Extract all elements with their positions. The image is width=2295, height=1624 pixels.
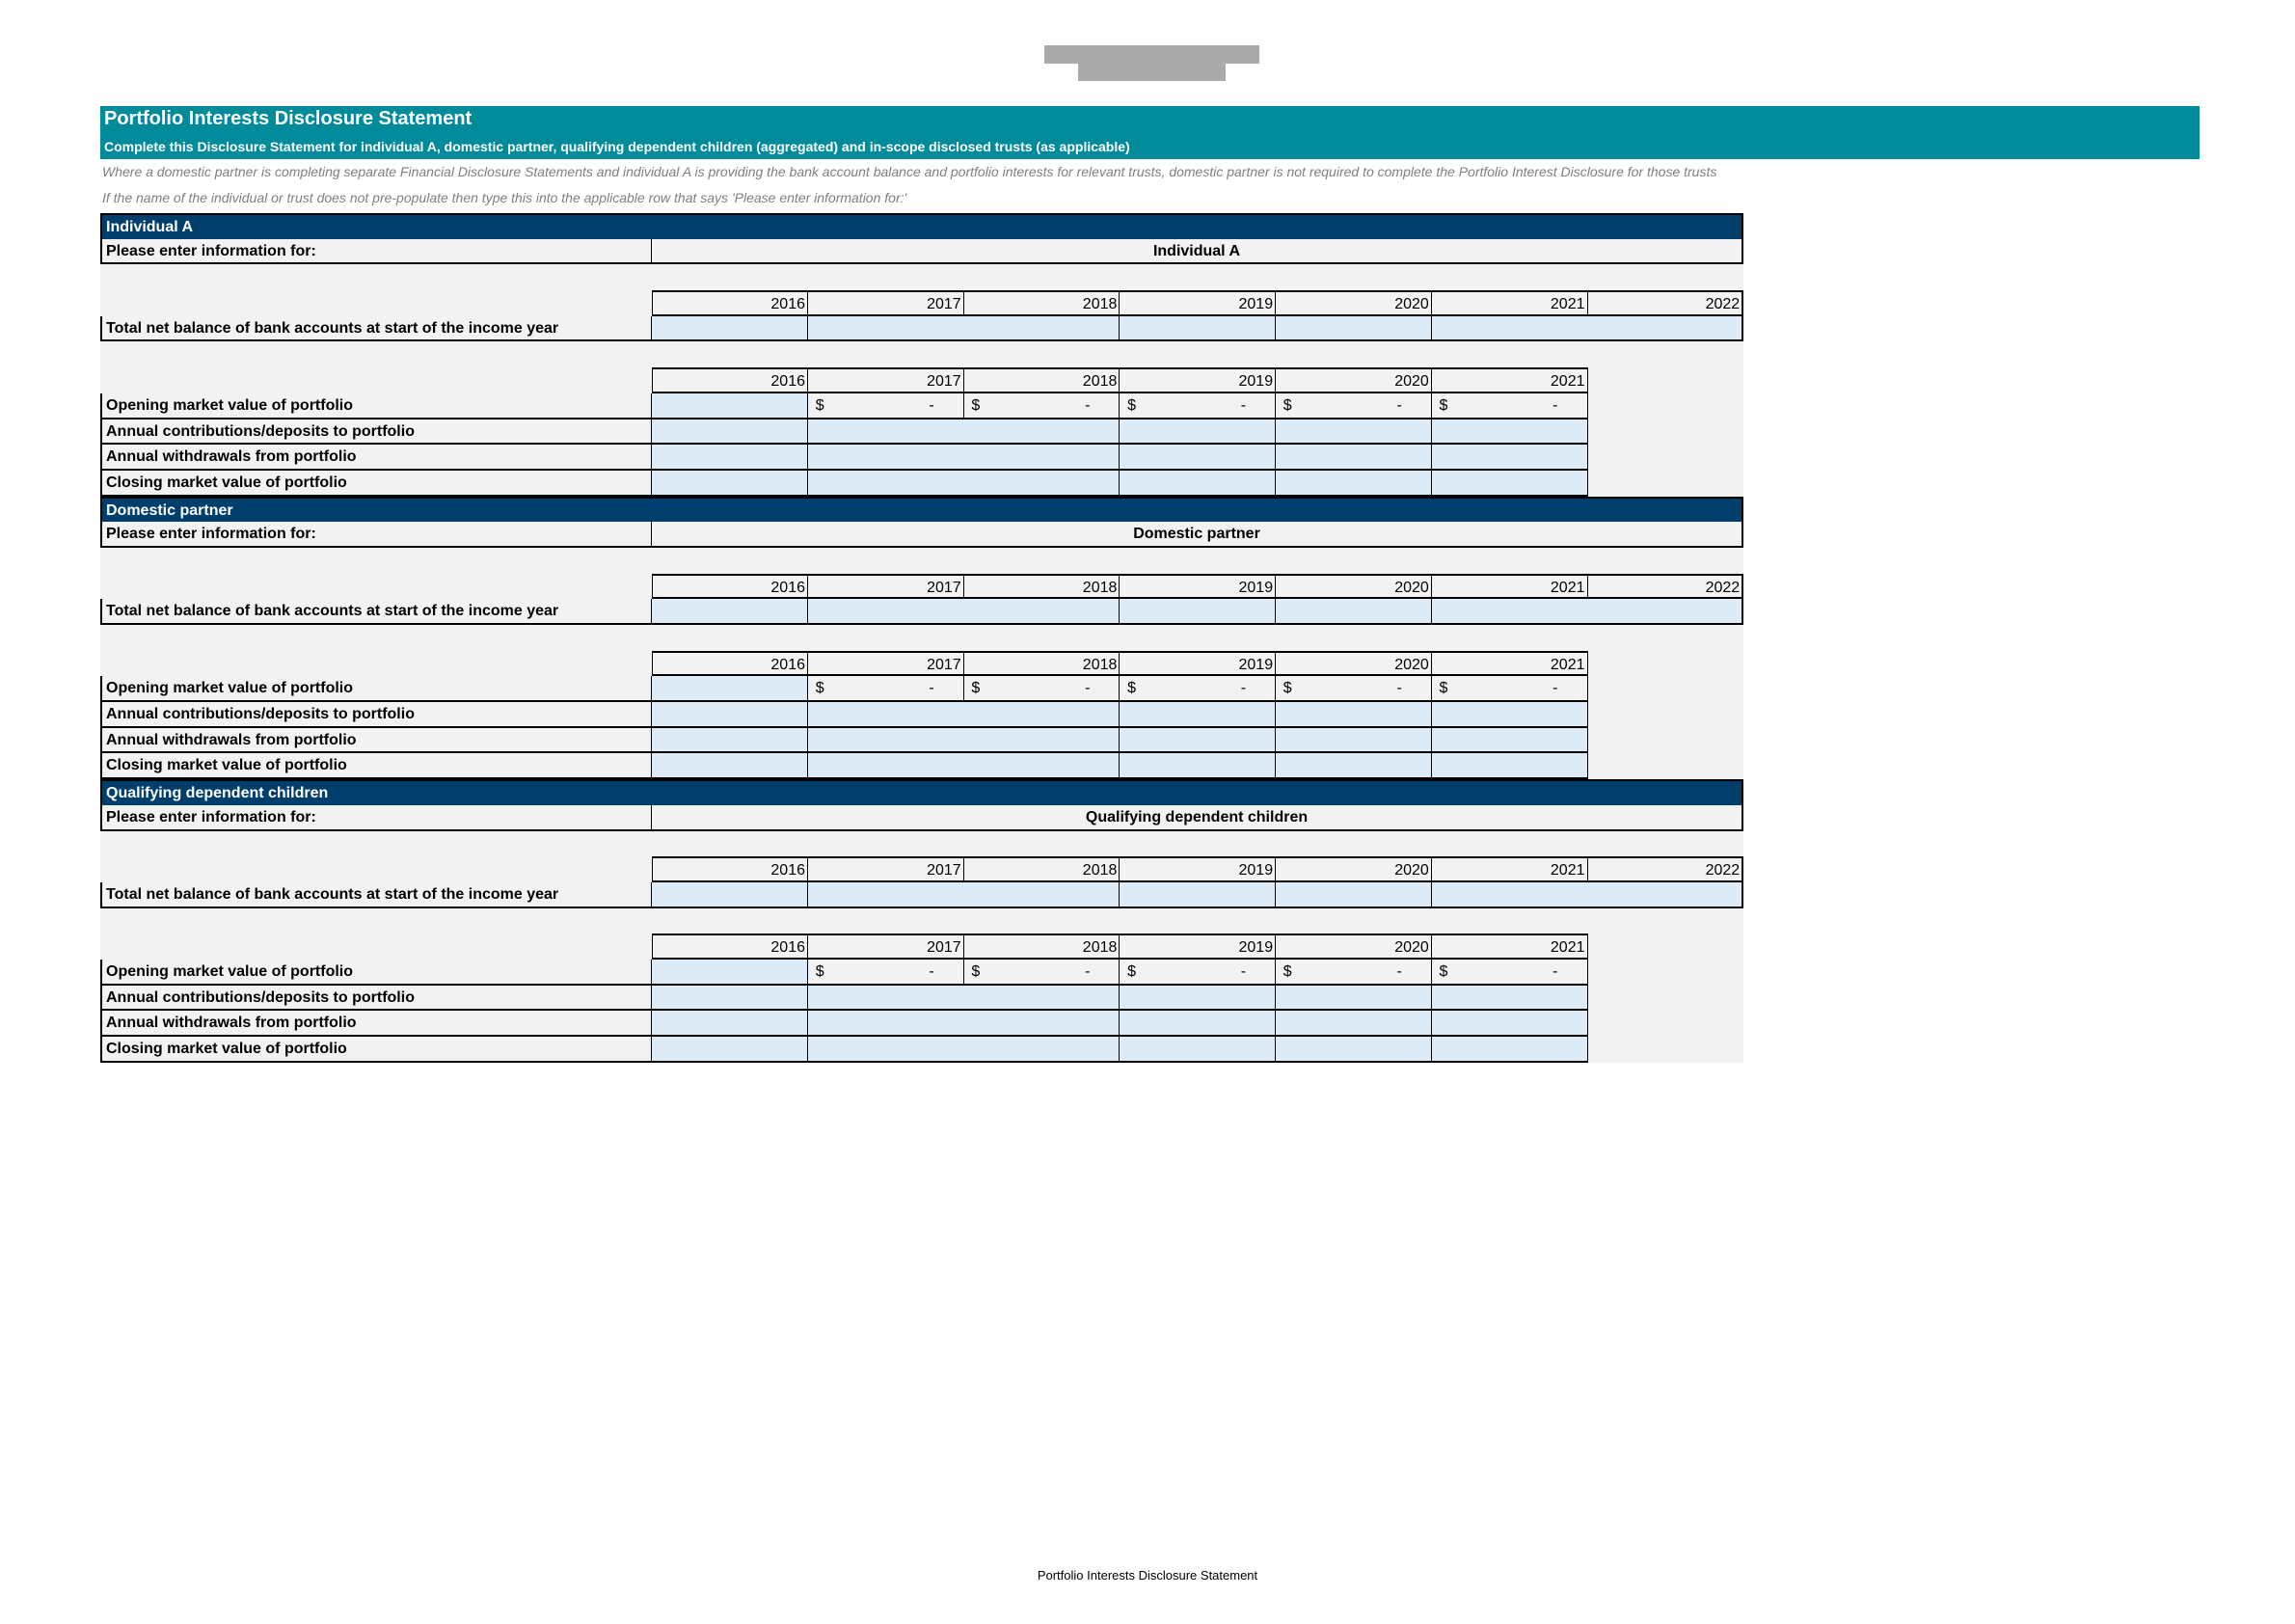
note-domestic-partner: Where a domestic partner is completing separate Financial Disclosure Statements and individual A is providing the bank account balance and portfolio interests for relevant trusts, domestic partner is not required to complete the Portfolio Interest Disclosure for those trusts	[102, 164, 1717, 179]
portfolio-input-2016[interactable]	[652, 393, 808, 420]
computed-value-2019	[1120, 960, 1276, 986]
portfolio-input-2018[interactable]	[963, 420, 1120, 446]
portfolio-input-2016[interactable]	[652, 960, 808, 986]
portfolio-input-2021[interactable]	[1432, 1037, 1588, 1063]
portfolio-input-2018[interactable]	[963, 986, 1120, 1012]
currency-symbol: $	[971, 680, 981, 697]
portfolio-input-2017[interactable]	[808, 702, 964, 728]
portfolio-input-2021[interactable]	[1432, 753, 1588, 779]
bank-total-input-2017[interactable]	[808, 882, 964, 908]
portfolio-row	[100, 471, 1743, 497]
portfolio-input-2019[interactable]	[1120, 702, 1276, 728]
year-header: 2020	[1276, 290, 1432, 316]
portfolio-input-2016[interactable]	[652, 702, 808, 728]
year-header: 2021	[1432, 290, 1588, 316]
zero-dash: -	[1085, 396, 1091, 414]
bank-total-input-2020[interactable]	[1276, 316, 1432, 342]
currency-symbol: $	[971, 962, 981, 980]
bank-total-input-2018[interactable]	[963, 882, 1120, 908]
computed-value-2020	[1276, 676, 1432, 702]
portfolio-input-2021[interactable]	[1432, 445, 1588, 471]
name-label: Please enter information for:	[100, 522, 652, 548]
year-header: 2022	[1587, 290, 1743, 316]
year-header: 2021	[1432, 856, 1588, 882]
bank-total-row	[100, 316, 1743, 342]
portfolio-year-header	[100, 651, 1743, 677]
zero-dash: -	[1396, 396, 1402, 414]
portfolio-input-2016[interactable]	[652, 728, 808, 754]
portfolio-row	[100, 753, 1743, 779]
portfolio-input-2021[interactable]	[1432, 1011, 1588, 1037]
bank-year-header	[100, 574, 1743, 600]
page-title: Portfolio Interests Disclosure Statement	[104, 108, 472, 129]
portfolio-row	[100, 986, 1743, 1012]
year-header: 2019	[1120, 290, 1276, 316]
bank-year-header	[100, 856, 1743, 882]
name-row	[100, 522, 1743, 548]
portfolio-input-2020[interactable]	[1276, 420, 1432, 446]
bank-total-input-2022[interactable]	[1587, 882, 1743, 908]
zero-dash: -	[929, 396, 934, 414]
portfolio-input-2020[interactable]	[1276, 986, 1432, 1012]
portfolio-row	[100, 420, 1743, 446]
portfolio-row	[100, 676, 1743, 702]
portfolio-row-label: Annual withdrawals from portfolio	[100, 1011, 652, 1037]
computed-value-2019	[1120, 393, 1276, 420]
spacer	[100, 341, 1743, 367]
portfolio-row-label: Closing market value of portfolio	[100, 471, 652, 497]
portfolio-input-2021[interactable]	[1432, 728, 1588, 754]
portfolio-input-2017[interactable]	[808, 471, 964, 497]
portfolio-input-2017[interactable]	[808, 445, 964, 471]
portfolio-input-2018[interactable]	[963, 753, 1120, 779]
portfolio-year-header	[100, 934, 1743, 960]
portfolio-input-2019[interactable]	[1120, 753, 1276, 779]
portfolio-input-2020[interactable]	[1276, 753, 1432, 779]
year-header: 2016	[652, 290, 808, 316]
year-header: 2016	[652, 574, 808, 600]
bank-total-input-2019[interactable]	[1120, 599, 1276, 625]
computed-value-2021	[1432, 960, 1588, 986]
year-header: 2018	[963, 934, 1120, 960]
redacted-block	[1044, 45, 1259, 64]
portfolio-row-label: Opening market value of portfolio	[100, 676, 652, 702]
portfolio-input-2019[interactable]	[1120, 445, 1276, 471]
bank-total-input-2018[interactable]	[963, 599, 1120, 625]
section-header: Individual A	[100, 213, 1743, 239]
currency-symbol: $	[815, 396, 824, 414]
computed-value-2020	[1276, 960, 1432, 986]
computed-value-2017	[808, 393, 964, 420]
portfolio-input-2019[interactable]	[1120, 420, 1276, 446]
section-qualifying-dependent-children	[100, 779, 1743, 1063]
page-footer: Portfolio Interests Disclosure Statement	[1037, 1568, 1258, 1583]
portfolio-input-2021[interactable]	[1432, 420, 1588, 446]
bank-total-label: Total net balance of bank accounts at start of the income year	[100, 599, 652, 625]
bank-total-input-2021[interactable]	[1432, 882, 1588, 908]
year-header: 2018	[963, 574, 1120, 600]
year-header: 2021	[1432, 934, 1588, 960]
bank-total-input-2021[interactable]	[1432, 599, 1588, 625]
portfolio-input-2021[interactable]	[1432, 986, 1588, 1012]
bank-total-input-2022[interactable]	[1587, 316, 1743, 342]
portfolio-input-2016[interactable]	[652, 1037, 808, 1063]
portfolio-input-2016[interactable]	[652, 420, 808, 446]
bank-total-input-2019[interactable]	[1120, 316, 1276, 342]
name-field[interactable]: Individual A	[652, 239, 1743, 265]
portfolio-row	[100, 1037, 1743, 1063]
portfolio-input-2020[interactable]	[1276, 702, 1432, 728]
currency-symbol: $	[971, 396, 981, 414]
year-header: 2017	[808, 574, 964, 600]
bank-year-header	[100, 290, 1743, 316]
year-header: 2018	[963, 856, 1120, 882]
bank-total-input-2016[interactable]	[652, 316, 808, 342]
year-header: 2019	[1120, 856, 1276, 882]
zero-dash: -	[1240, 962, 1247, 980]
bank-total-input-2021[interactable]	[1432, 316, 1588, 342]
year-header: 2017	[808, 934, 964, 960]
portfolio-input-2020[interactable]	[1276, 728, 1432, 754]
currency-symbol: $	[1127, 680, 1136, 697]
portfolio-input-2019[interactable]	[1120, 1037, 1276, 1063]
year-header: 2019	[1120, 934, 1276, 960]
bank-total-label: Total net balance of bank accounts at start of the income year	[100, 316, 652, 342]
currency-symbol: $	[1439, 396, 1448, 414]
year-header: 2016	[652, 934, 808, 960]
bank-total-input-2019[interactable]	[1120, 882, 1276, 908]
portfolio-input-2017[interactable]	[808, 1037, 964, 1063]
portfolio-input-2018[interactable]	[963, 1011, 1120, 1037]
portfolio-input-2018[interactable]	[963, 1037, 1120, 1063]
year-header: 2021	[1432, 651, 1588, 677]
portfolio-input-2018[interactable]	[963, 445, 1120, 471]
name-row	[100, 805, 1743, 831]
portfolio-row-label: Opening market value of portfolio	[100, 393, 652, 420]
portfolio-input-2017[interactable]	[808, 753, 964, 779]
portfolio-row-label: Closing market value of portfolio	[100, 753, 652, 779]
bank-total-input-2016[interactable]	[652, 882, 808, 908]
zero-dash: -	[929, 962, 934, 980]
portfolio-input-2019[interactable]	[1120, 986, 1276, 1012]
year-header: 2020	[1276, 856, 1432, 882]
portfolio-row-label: Annual withdrawals from portfolio	[100, 728, 652, 754]
zero-dash: -	[1240, 396, 1247, 414]
bank-total-row	[100, 882, 1743, 908]
year-header: 2017	[808, 367, 964, 393]
currency-symbol: $	[1282, 962, 1292, 980]
portfolio-input-2019[interactable]	[1120, 1011, 1276, 1037]
spacer	[100, 548, 1743, 574]
zero-dash: -	[1552, 680, 1558, 697]
currency-symbol: $	[815, 962, 824, 980]
year-header: 2017	[808, 856, 964, 882]
bank-total-input-2020[interactable]	[1276, 882, 1432, 908]
spacer	[100, 264, 1743, 290]
spacer	[100, 831, 1743, 857]
year-header: 2017	[808, 290, 964, 316]
portfolio-row-label: Annual withdrawals from portfolio	[100, 445, 652, 471]
portfolio-input-2020[interactable]	[1276, 1037, 1432, 1063]
name-label: Please enter information for:	[100, 805, 652, 831]
portfolio-row	[100, 1011, 1743, 1037]
bank-total-row	[100, 599, 1743, 625]
computed-value-2018	[963, 676, 1120, 702]
note-prepopulate: If the name of the individual or trust does not pre-populate then type this into the applicable row that says 'Please enter information for:'	[102, 190, 907, 205]
portfolio-input-2018[interactable]	[963, 728, 1120, 754]
portfolio-input-2016[interactable]	[652, 986, 808, 1012]
currency-symbol: $	[1439, 680, 1448, 697]
portfolio-row	[100, 445, 1743, 471]
portfolio-input-2016[interactable]	[652, 1011, 808, 1037]
name-field[interactable]: Qualifying dependent children	[652, 805, 1743, 831]
portfolio-input-2017[interactable]	[808, 420, 964, 446]
portfolio-row-label: Annual contributions/deposits to portfolio	[100, 702, 652, 728]
page-subtitle: Complete this Disclosure Statement for individual A, domestic partner, qualifying dependent children (aggregated) and in-scope disclosed trusts (as applicable)	[104, 139, 1130, 154]
bank-total-input-2022[interactable]	[1587, 599, 1743, 625]
portfolio-input-2021[interactable]	[1432, 471, 1588, 497]
zero-dash: -	[929, 680, 934, 697]
computed-value-2021	[1432, 393, 1588, 420]
computed-value-2017	[808, 676, 964, 702]
currency-symbol: $	[1127, 396, 1136, 414]
zero-dash: -	[1240, 680, 1247, 697]
computed-value-2018	[963, 960, 1120, 986]
computed-value-2017	[808, 960, 964, 986]
section-header: Qualifying dependent children	[100, 779, 1743, 805]
year-header: 2020	[1276, 934, 1432, 960]
redacted-block	[1078, 64, 1226, 81]
year-header: 2020	[1276, 367, 1432, 393]
computed-value-2020	[1276, 393, 1432, 420]
disclosure-sections	[100, 213, 1743, 1063]
portfolio-row	[100, 960, 1743, 986]
computed-value-2021	[1432, 676, 1588, 702]
portfolio-row-label: Annual contributions/deposits to portfolio	[100, 986, 652, 1012]
portfolio-input-2016[interactable]	[652, 676, 808, 702]
year-header: 2018	[963, 290, 1120, 316]
portfolio-input-2018[interactable]	[963, 471, 1120, 497]
portfolio-input-2019[interactable]	[1120, 728, 1276, 754]
name-label: Please enter information for:	[100, 239, 652, 265]
portfolio-input-2017[interactable]	[808, 986, 964, 1012]
year-header: 2022	[1587, 574, 1743, 600]
portfolio-row-label: Opening market value of portfolio	[100, 960, 652, 986]
portfolio-row-label: Annual contributions/deposits to portfolio	[100, 420, 652, 446]
portfolio-input-2020[interactable]	[1276, 1011, 1432, 1037]
portfolio-input-2016[interactable]	[652, 471, 808, 497]
year-header: 2018	[963, 367, 1120, 393]
year-header: 2016	[652, 651, 808, 677]
spacer	[100, 625, 1743, 651]
bank-total-input-2020[interactable]	[1276, 599, 1432, 625]
currency-symbol: $	[1127, 962, 1136, 980]
currency-symbol: $	[1282, 396, 1292, 414]
zero-dash: -	[1396, 962, 1402, 980]
name-row	[100, 239, 1743, 265]
year-header: 2018	[963, 651, 1120, 677]
year-header: 2017	[808, 651, 964, 677]
portfolio-row	[100, 393, 1743, 420]
zero-dash: -	[1085, 680, 1091, 697]
portfolio-input-2020[interactable]	[1276, 445, 1432, 471]
section-header: Domestic partner	[100, 497, 1743, 523]
portfolio-row	[100, 728, 1743, 754]
currency-symbol: $	[1282, 680, 1292, 697]
bank-total-input-2018[interactable]	[963, 316, 1120, 342]
portfolio-row-label: Closing market value of portfolio	[100, 1037, 652, 1063]
portfolio-input-2017[interactable]	[808, 1011, 964, 1037]
zero-dash: -	[1552, 396, 1558, 414]
zero-dash: -	[1552, 962, 1558, 980]
section-individual-a	[100, 213, 1743, 497]
year-header: 2022	[1587, 856, 1743, 882]
portfolio-input-2016[interactable]	[652, 753, 808, 779]
portfolio-input-2017[interactable]	[808, 728, 964, 754]
portfolio-input-2018[interactable]	[963, 702, 1120, 728]
computed-value-2019	[1120, 676, 1276, 702]
year-header: 2019	[1120, 651, 1276, 677]
year-header: 2019	[1120, 574, 1276, 600]
portfolio-input-2021[interactable]	[1432, 702, 1588, 728]
portfolio-input-2016[interactable]	[652, 445, 808, 471]
portfolio-input-2020[interactable]	[1276, 471, 1432, 497]
computed-value-2018	[963, 393, 1120, 420]
bank-total-label: Total net balance of bank accounts at start of the income year	[100, 882, 652, 908]
year-header: 2016	[652, 856, 808, 882]
year-header: 2021	[1432, 574, 1588, 600]
name-field[interactable]: Domestic partner	[652, 522, 1743, 548]
bank-total-input-2016[interactable]	[652, 599, 808, 625]
portfolio-input-2019[interactable]	[1120, 471, 1276, 497]
bank-total-input-2017[interactable]	[808, 316, 964, 342]
portfolio-row	[100, 702, 1743, 728]
year-header: 2020	[1276, 574, 1432, 600]
year-header: 2020	[1276, 651, 1432, 677]
currency-symbol: $	[1439, 962, 1448, 980]
bank-total-input-2017[interactable]	[808, 599, 964, 625]
spacer	[100, 908, 1743, 934]
title-banner	[100, 106, 2200, 159]
zero-dash: -	[1085, 962, 1091, 980]
section-domestic-partner	[100, 497, 1743, 780]
year-header: 2016	[652, 367, 808, 393]
year-header: 2019	[1120, 367, 1276, 393]
portfolio-year-header	[100, 367, 1743, 393]
year-header: 2021	[1432, 367, 1588, 393]
currency-symbol: $	[815, 680, 824, 697]
zero-dash: -	[1396, 680, 1402, 697]
